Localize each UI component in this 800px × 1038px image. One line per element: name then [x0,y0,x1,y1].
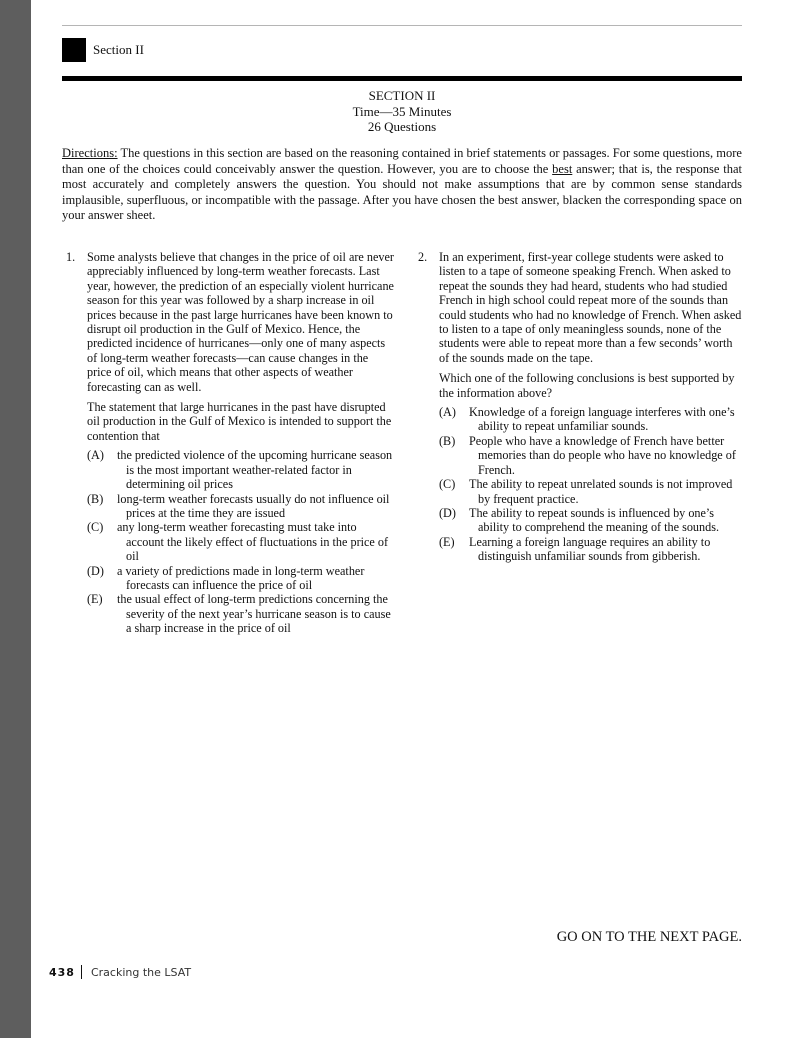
question-1-option-a[interactable] [87,448,394,491]
question-2-option-b[interactable] [439,434,744,477]
directions-text-b: answer; that is, the response that most accurately and completely answers the question. You should not make assumptions that are by common sense standards implausible, superfluous, or incompatible with the passage. After you have chosen the best answer, blacken the corresponding space on your answer sheet. [62,161,742,222]
option-letter: (D) [439,505,456,520]
section-marker-block [62,38,86,62]
section-question-count: 26 Questions [367,119,437,134]
question-2-stem: Which one of the following conclusions is best supported by the information above? [439,371,735,400]
page-number: 438 [49,965,75,979]
option-text: the usual effect of long-term predictions concerning the severity of the next year’s hurricane season is to cause a sharp increase in the price of oil [117,592,391,636]
option-text: Learning a foreign language requires an ability to distinguish unfamiliar sounds from gibberish. [469,534,711,564]
option-text: a variety of predictions made in long-term weather forecasts can influence the price of oil [117,563,365,592]
question-1-options [66,448,394,635]
side-bar [0,0,31,1038]
page-footer [49,965,191,979]
option-text: the predicted violence of the upcoming hurricane season is the most important weather-related factor in determining oil prices [117,448,393,492]
option-letter: (C) [87,520,104,535]
section-header-label: Section II [93,42,144,57]
option-letter: (B) [439,433,456,448]
footer-separator [81,965,82,979]
option-letter: (A) [87,448,104,463]
question-2-options [418,405,744,563]
directions-emphasis: best [552,161,573,176]
question-2-stimulus [418,250,744,365]
top-rule [62,25,742,26]
option-letter: (D) [87,563,104,578]
question-1-stimulus-text: Some analysts believe that changes in the price of oil are never appreciably influenced by long-term weather forecasts. Last year, however, the prediction of an especially violent hurricane season for this year was followed by a sharp increase in oil prices because in the past large hurricanes have been known to disrupt oil production in the Gulf of Mexico. Hence, the predicted incidence of hurricanes—only one of many aspects of long-term weather forecasts—can cause changes in the price of oil, which means that other aspects of weather forecasting can as well. [87,250,394,394]
option-letter: (A) [439,405,456,420]
option-letter: (E) [87,592,103,607]
go-on-notice: GO ON TO THE NEXT PAGE. [556,929,742,945]
option-text: any long-term weather forecasting must take into account the likely effect of fluctuations in the price of oil [117,520,389,564]
section-title: SECTION II [368,88,436,103]
question-2-option-c[interactable] [439,477,744,506]
option-text: Knowledge of a foreign language interferes with one’s ability to repeat unfamiliar sounds. [469,405,735,434]
question-1-option-b[interactable] [87,492,394,521]
question-1-option-c[interactable] [87,520,394,563]
option-text: The ability to repeat unrelated sounds is not improved by frequent practice. [469,477,733,506]
question-1-option-d[interactable] [87,564,394,593]
option-text: long-term weather forecasts usually do not influence oil prices at the time they are issued [117,491,390,520]
section-heading [62,88,742,135]
option-letter: (B) [87,491,104,506]
question-2-option-d[interactable] [439,506,744,535]
question-1-number: 1. [66,250,76,264]
option-letter: (C) [439,477,456,492]
question-2-option-a[interactable] [439,405,744,434]
option-text: The ability to repeat sounds is influenced by one’s ability to comprehend the meaning of the sounds. [469,505,719,535]
option-text: People who have a knowledge of French have better memories than do people who have no knowledge of French. [469,433,736,477]
book-title: Cracking the LSAT [90,965,192,979]
section-divider [62,76,742,81]
question-1-stem: The statement that large hurricanes in the past have disrupted oil production in the Gulf of Mexico is intended to support the contention that [87,400,392,443]
question-1-stimulus [66,250,394,394]
directions-label: Directions: [62,146,118,160]
question-1-option-e[interactable] [87,592,394,635]
directions [62,146,742,224]
question-2-stimulus-text: In an experiment, first-year college students were asked to listen to a tape of someone speaking French. When asked to repeat the sounds they had heard, students who had studied French in high school could repeat more of the sounds than could students who had no knowledge of French. When asked to listen to a tape of only meaningless sounds, none of the students were able to repeat more than a few seconds’ worth of the sounds made on the tape. [439,250,742,365]
question-2 [418,250,744,564]
option-letter: (E) [439,534,455,549]
directions-text-a: The questions in this section are based on the reasoning contained in brief statements or passages. For some questions, more than one of the choices could conceivably answer the question. However, you are to choose the [62,146,742,176]
section-time: Time—35 Minutes [352,103,452,119]
question-2-number: 2. [418,250,428,264]
question-1 [66,250,394,636]
question-2-option-e[interactable] [439,535,744,564]
